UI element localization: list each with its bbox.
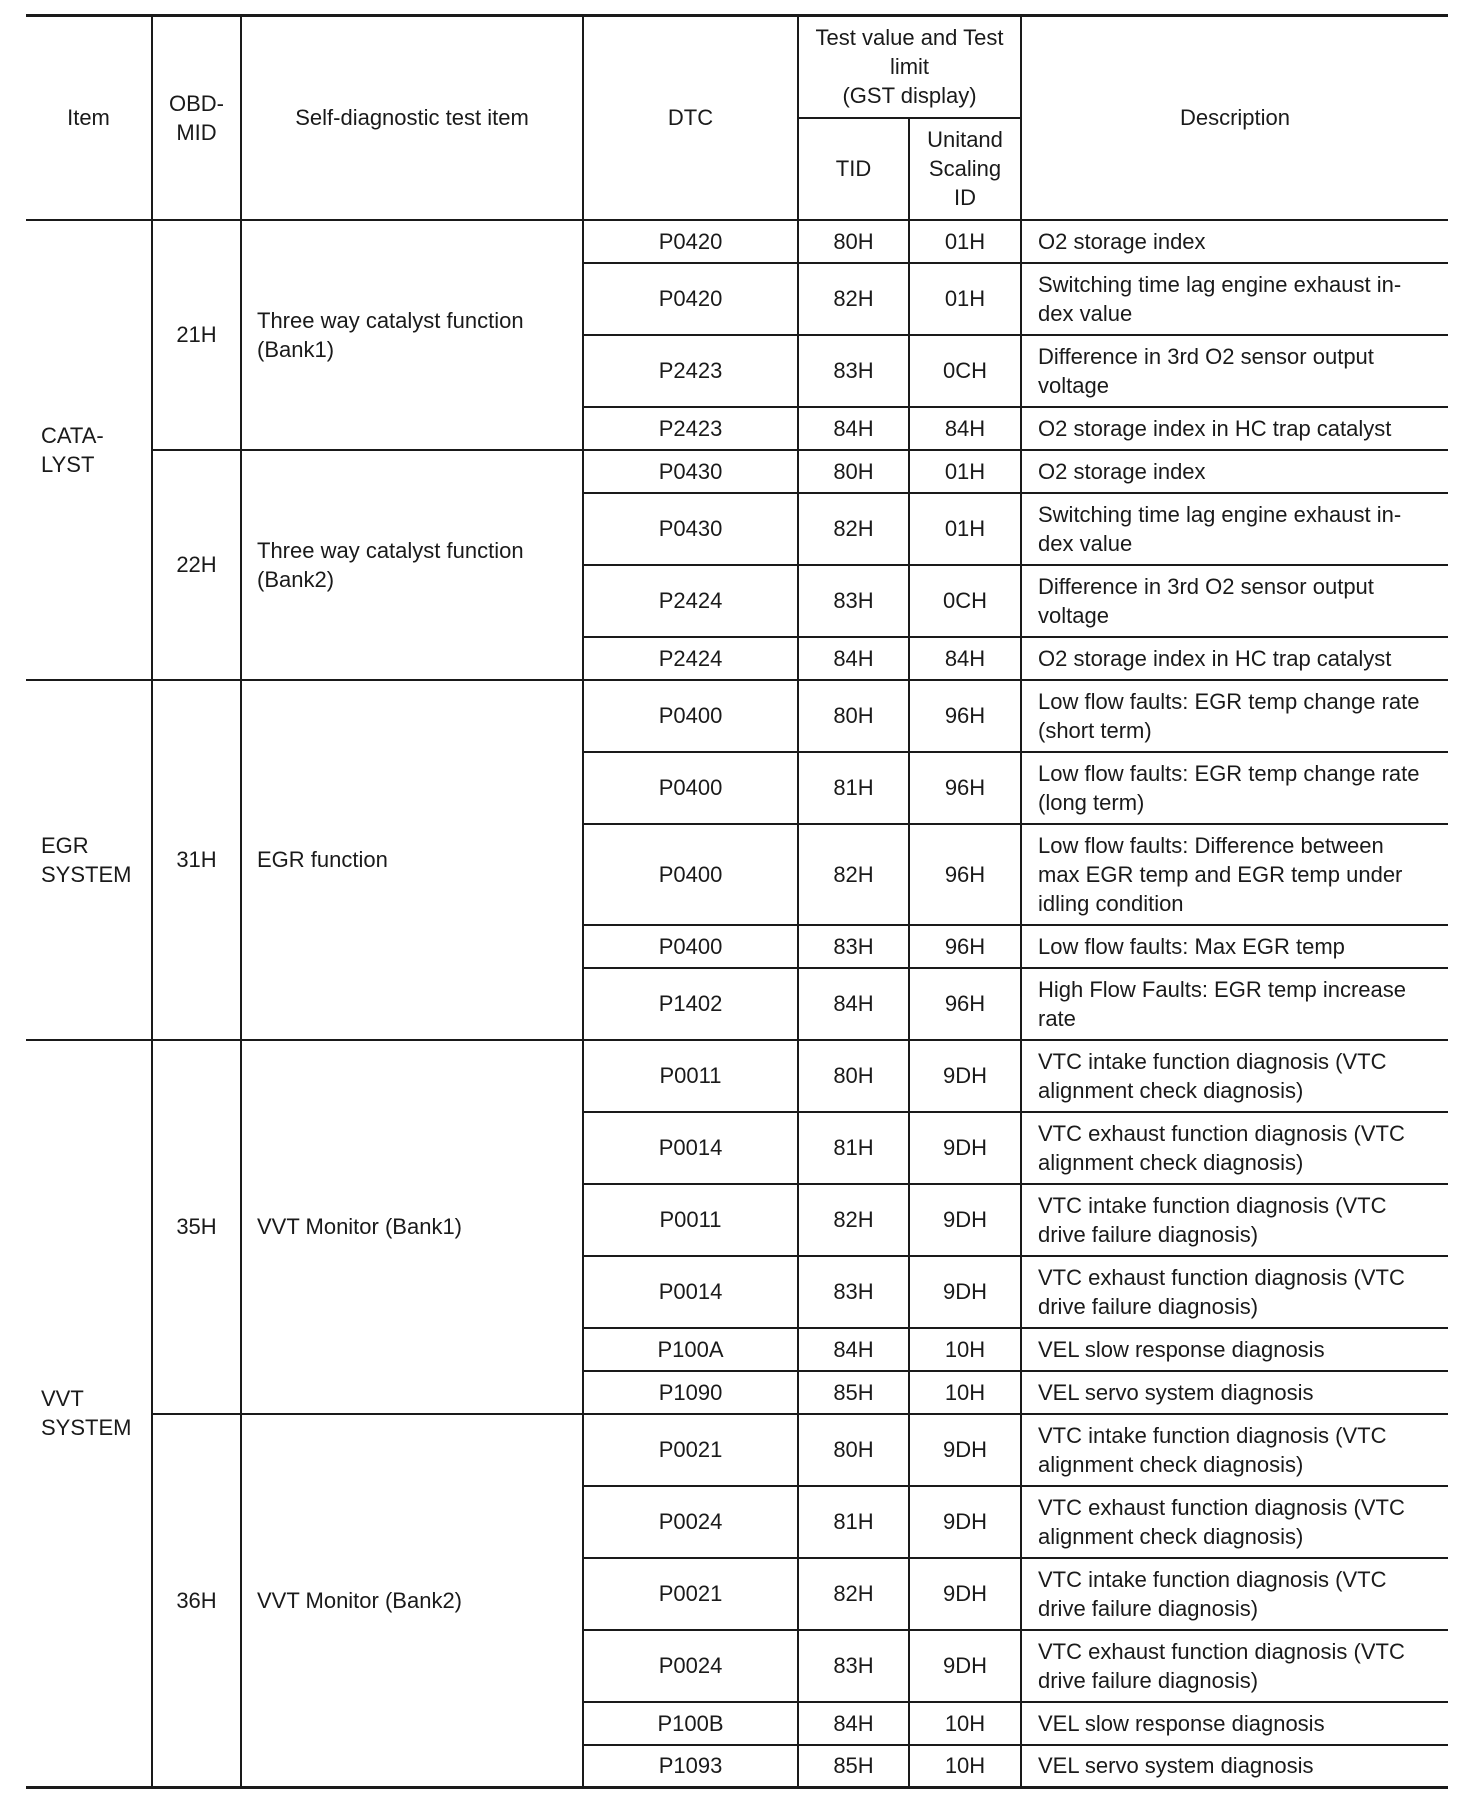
tid-cell: 80H xyxy=(798,1040,909,1112)
description-cell: VTC intake function diagnosis (VTC drive failure diagnosis) xyxy=(1021,1184,1448,1256)
tid-cell: 85H xyxy=(798,1745,909,1788)
unit-cell: 96H xyxy=(909,752,1021,824)
dtc-cell: P0430 xyxy=(583,493,798,565)
dtc-cell: P0430 xyxy=(583,450,798,493)
tid-cell: 84H xyxy=(798,1328,909,1371)
unit-cell: 01H xyxy=(909,450,1021,493)
tid-cell: 80H xyxy=(798,450,909,493)
table-body xyxy=(26,220,1448,1788)
unit-cell: 10H xyxy=(909,1328,1021,1371)
unit-cell: 01H xyxy=(909,263,1021,335)
tid-cell: 82H xyxy=(798,1184,909,1256)
unit-cell: 9DH xyxy=(909,1414,1021,1486)
tid-cell: 84H xyxy=(798,1702,909,1745)
description-cell: VTC intake function diagnosis (VTC alignment check diagnosis) xyxy=(1021,1040,1448,1112)
dtc-cell: P0400 xyxy=(583,824,798,925)
dtc-cell: P2424 xyxy=(583,565,798,637)
unit-cell: 9DH xyxy=(909,1256,1021,1328)
tid-cell: 83H xyxy=(798,335,909,407)
tid-cell: 83H xyxy=(798,1630,909,1702)
tid-cell: 84H xyxy=(798,968,909,1040)
description-cell: VTC intake function diagnosis (VTC drive failure diagnosis) xyxy=(1021,1558,1448,1630)
unit-cell: 01H xyxy=(909,493,1021,565)
document-page xyxy=(26,14,1448,1789)
unit-cell: 9DH xyxy=(909,1486,1021,1558)
unit-cell: 96H xyxy=(909,680,1021,752)
description-cell: O2 storage index xyxy=(1021,450,1448,493)
table-row xyxy=(26,1040,1448,1112)
header-tid: TID xyxy=(798,118,909,220)
description-cell: O2 storage index in HC trap catalyst xyxy=(1021,637,1448,680)
description-cell: VTC exhaust function diagnosis (VTC drive failure diagnosis) xyxy=(1021,1630,1448,1702)
dtc-cell: P2423 xyxy=(583,407,798,450)
unit-cell: 0CH xyxy=(909,565,1021,637)
description-cell: VTC exhaust function diagnosis (VTC drive failure diagnosis) xyxy=(1021,1256,1448,1328)
unit-cell: 9DH xyxy=(909,1112,1021,1184)
description-cell: Low flow faults: Difference between max EGR temp and EGR temp under idling condition xyxy=(1021,824,1448,925)
description-cell: Low flow faults: Max EGR temp xyxy=(1021,925,1448,968)
obd-mid-cell: 21H xyxy=(152,220,241,450)
dtc-cell: P0021 xyxy=(583,1414,798,1486)
tid-cell: 82H xyxy=(798,263,909,335)
dtc-cell: P100B xyxy=(583,1702,798,1745)
tid-cell: 83H xyxy=(798,565,909,637)
dtc-cell: P0400 xyxy=(583,680,798,752)
dtc-cell: P0024 xyxy=(583,1630,798,1702)
tid-cell: 82H xyxy=(798,1558,909,1630)
unit-cell: 0CH xyxy=(909,335,1021,407)
unit-cell: 01H xyxy=(909,220,1021,263)
header-obd-mid: OBD- MID xyxy=(152,16,241,220)
tid-cell: 80H xyxy=(798,220,909,263)
item-cell: EGR SYSTEM xyxy=(26,680,152,1040)
unit-cell: 10H xyxy=(909,1371,1021,1414)
description-cell: Difference in 3rd O2 sensor output voltage xyxy=(1021,565,1448,637)
description-cell: O2 storage index xyxy=(1021,220,1448,263)
unit-cell: 9DH xyxy=(909,1630,1021,1702)
dtc-cell: P1090 xyxy=(583,1371,798,1414)
description-cell: VEL servo system diagnosis xyxy=(1021,1745,1448,1788)
dtc-cell: P0024 xyxy=(583,1486,798,1558)
dtc-cell: P0420 xyxy=(583,220,798,263)
description-cell: VTC intake function diagnosis (VTC alignment check diagnosis) xyxy=(1021,1414,1448,1486)
test-item-cell: EGR function xyxy=(241,680,583,1040)
description-cell: High Flow Faults: EGR temp increase rate xyxy=(1021,968,1448,1040)
dtc-cell: P1402 xyxy=(583,968,798,1040)
unit-cell: 9DH xyxy=(909,1040,1021,1112)
unit-cell: 96H xyxy=(909,824,1021,925)
table-row xyxy=(26,450,1448,493)
unit-cell: 96H xyxy=(909,968,1021,1040)
table-row xyxy=(26,1414,1448,1486)
test-item-cell: Three way catalyst function (Bank1) xyxy=(241,220,583,450)
header-test-value: Test value and Test limit (GST display) xyxy=(798,16,1021,118)
description-cell: VEL servo system diagnosis xyxy=(1021,1371,1448,1414)
dtc-cell: P0400 xyxy=(583,925,798,968)
dtc-cell: P2423 xyxy=(583,335,798,407)
tid-cell: 85H xyxy=(798,1371,909,1414)
unit-cell: 84H xyxy=(909,637,1021,680)
test-item-cell: Three way catalyst function (Bank2) xyxy=(241,450,583,680)
obd-mid-cell: 22H xyxy=(152,450,241,680)
unit-cell: 10H xyxy=(909,1745,1021,1788)
unit-cell: 9DH xyxy=(909,1558,1021,1630)
obd-mid-cell: 31H xyxy=(152,680,241,1040)
header-description: Description xyxy=(1021,16,1448,220)
tid-cell: 84H xyxy=(798,637,909,680)
description-cell: VTC exhaust function diagnosis (VTC alignment check diagnosis) xyxy=(1021,1486,1448,1558)
tid-cell: 83H xyxy=(798,925,909,968)
dtc-cell: P2424 xyxy=(583,637,798,680)
description-cell: Switching time lag engine exhaust in- dex value xyxy=(1021,493,1448,565)
tid-cell: 81H xyxy=(798,1486,909,1558)
description-cell: VEL slow response diagnosis xyxy=(1021,1702,1448,1745)
unit-cell: 96H xyxy=(909,925,1021,968)
tid-cell: 82H xyxy=(798,493,909,565)
table-header xyxy=(26,16,1448,220)
tid-cell: 84H xyxy=(798,407,909,450)
tid-cell: 83H xyxy=(798,1256,909,1328)
description-cell: Switching time lag engine exhaust in- dex value xyxy=(1021,263,1448,335)
dtc-cell: P0014 xyxy=(583,1256,798,1328)
unit-cell: 84H xyxy=(909,407,1021,450)
dtc-cell: P0011 xyxy=(583,1184,798,1256)
header-row xyxy=(26,16,1448,118)
table-row xyxy=(26,680,1448,752)
header-test-item: Self-diagnostic test item xyxy=(241,16,583,220)
unit-cell: 9DH xyxy=(909,1184,1021,1256)
obd-mid-cell: 36H xyxy=(152,1414,241,1788)
description-cell: O2 storage index in HC trap catalyst xyxy=(1021,407,1448,450)
test-item-cell: VVT Monitor (Bank2) xyxy=(241,1414,583,1788)
dtc-cell: P0011 xyxy=(583,1040,798,1112)
description-cell: VEL slow response diagnosis xyxy=(1021,1328,1448,1371)
dtc-cell: P1093 xyxy=(583,1745,798,1788)
obd-mid-cell: 35H xyxy=(152,1040,241,1414)
description-cell: Low flow faults: EGR temp change rate (short term) xyxy=(1021,680,1448,752)
unit-cell: 10H xyxy=(909,1702,1021,1745)
item-cell: VVT SYSTEM xyxy=(26,1040,152,1788)
tid-cell: 81H xyxy=(798,752,909,824)
tid-cell: 80H xyxy=(798,1414,909,1486)
dtc-cell: P100A xyxy=(583,1328,798,1371)
tid-cell: 81H xyxy=(798,1112,909,1184)
dtc-cell: P0400 xyxy=(583,752,798,824)
dtc-cell: P0014 xyxy=(583,1112,798,1184)
header-dtc: DTC xyxy=(583,16,798,220)
dtc-cell: P0021 xyxy=(583,1558,798,1630)
description-cell: VTC exhaust function diagnosis (VTC alignment check diagnosis) xyxy=(1021,1112,1448,1184)
item-cell: CATA- LYST xyxy=(26,220,152,680)
table-row xyxy=(26,220,1448,263)
description-cell: Difference in 3rd O2 sensor output voltage xyxy=(1021,335,1448,407)
header-item: Item xyxy=(26,16,152,220)
description-cell: Low flow faults: EGR temp change rate (long term) xyxy=(1021,752,1448,824)
test-item-cell: VVT Monitor (Bank1) xyxy=(241,1040,583,1414)
header-unit: Unitand Scaling ID xyxy=(909,118,1021,220)
dtc-cell: P0420 xyxy=(583,263,798,335)
tid-cell: 82H xyxy=(798,824,909,925)
tid-cell: 80H xyxy=(798,680,909,752)
diagnostic-table xyxy=(26,14,1448,1789)
